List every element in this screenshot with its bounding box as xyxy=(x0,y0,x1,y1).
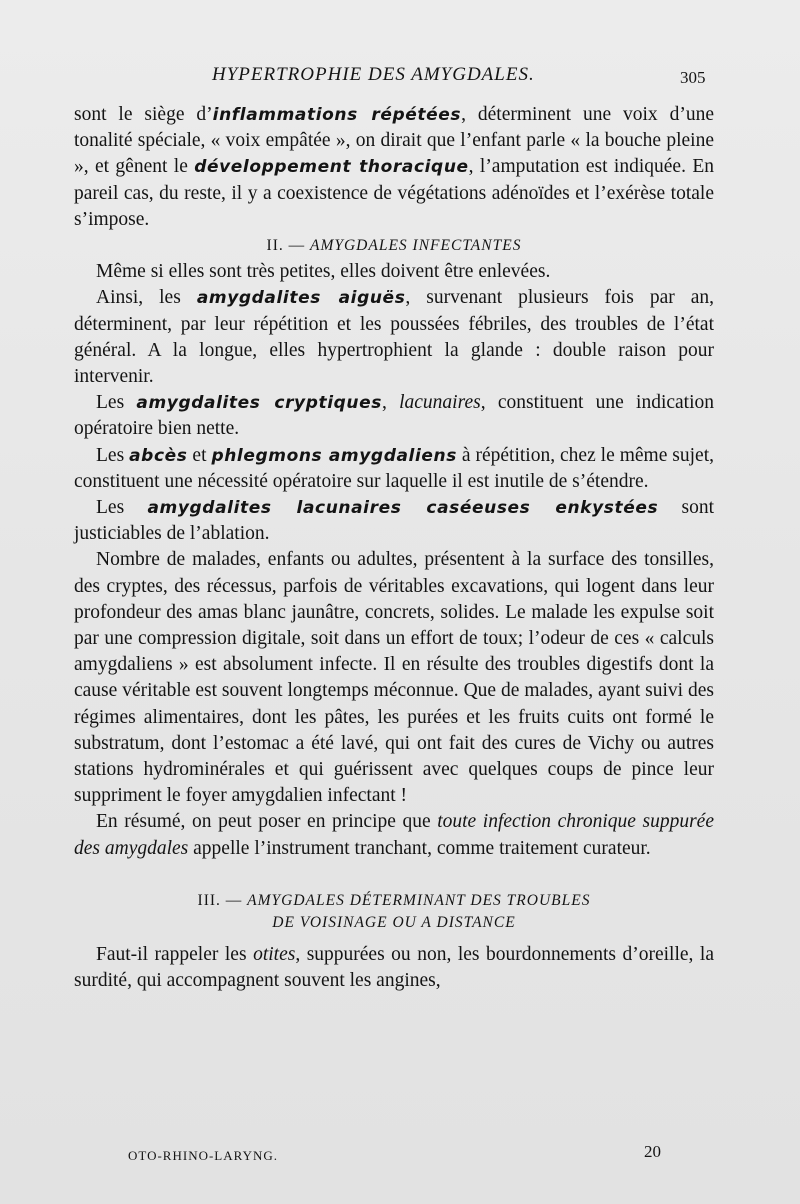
running-header-title: HYPERTROPHIE DES AMYGDALES. xyxy=(212,64,535,85)
paragraph-8: En résumé, on peut poser en principe que toute infection chronique suppurée des amygdales appelle l’instrument tranchant, comme traitement curateur. xyxy=(74,811,714,859)
paragraph-9: Faut-il rappeler les otites, suppurées ou non, les bourdonnements d’oreille, la surdité, qui accompagnent souvent les angines, xyxy=(74,943,714,992)
paragraph-3: Ainsi, les amygdalites aiguës, survenant plusieurs fois par an, déterminent, par leur répétition et les poussées fébriles, des troubles de l’état général. A la longue, elles hypertrophient la glande : double raison pour intervenir. xyxy=(74,287,715,388)
signature-number: 20 xyxy=(644,1142,661,1161)
paragraph-4: Les amygdalites cryptiques, lacunaires, constituent une indication opératoire bien nette. xyxy=(74,392,715,440)
section-heading-3: III. — AMYGDALES DÉTERMINANT DES TROUBLES DE VOISINAGE OU A DISTANCE xyxy=(197,891,591,931)
section-heading-2: II. — AMYGDALES INFECTANTES xyxy=(266,237,522,255)
paragraph-7: Nombre de malades, enfants ou adultes, présentent à la surface des tonsilles, des cryptes, des récessus, parfois de véritables excavations, qui logent dans leur profondeur des amas blanc jaunâtre, concrets, solides. Le malade les expulse soit par une compression digitale, soit dans un effort de toux; l’odeur de ces « calculs amygdaliens » est absolument infecte. Il en résulte des troubles digestifs dont la cause véritable est souvent longtemps méconnue. Que de malades, ayant suivi des régimes alimentaires, dont les pâtes, les purées et les fruits cuits ont formé le substratum, dont l’estomac a été lavé, qui ont fait des cures de Vichy ou autres stations hydrominérales et qui guérissent avec quelques coups de pince leur suppriment le foyer amygdalien infectant ! xyxy=(74,549,714,807)
page-body xyxy=(74,102,714,994)
page-number: 305 xyxy=(680,68,706,87)
paragraph-1: sont le siège d’inflammations répétées, déterminent une voix d’une tonalité spéciale, « voix empâtée », on dirait que l’enfant parle « la bouche pleine », et gênent le développement thoracique, l’amputation est indiquée. En pareil cas, du reste, il y a coexistence de végétations adénoïdes et l’exérèse totale s’impose. xyxy=(74,104,714,230)
paragraph-2: Même si elles sont très petites, elles doivent être enlevées. xyxy=(96,261,551,283)
paragraph-5: Les abcès et phlegmons amygdaliens à répétition, chez le même sujet, constituent une nécessité opératoire sur laquelle il est inutile de s’étendre. xyxy=(74,444,714,492)
printer-signature: OTO-RHINO-LARYNG. xyxy=(128,1148,279,1163)
paragraph-6: Les amygdalites lacunaires caséeuses enkystées sont justiciables de l’ablation. xyxy=(74,497,715,545)
